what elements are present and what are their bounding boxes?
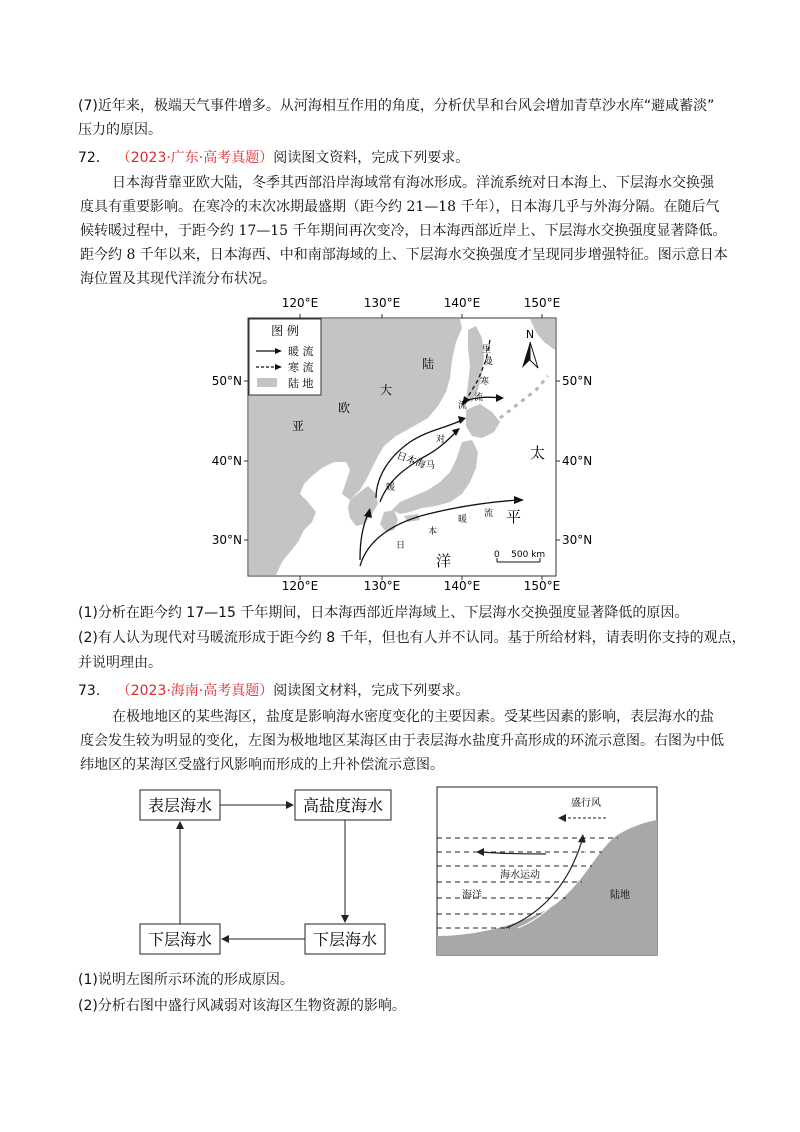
lat-label-left: 30°N: [211, 533, 242, 547]
q71-part7-line1: (7)近年来，极端天气事件增多。从河海相互作用的角度，分析伏旱和台风会增加青草沙水库“避咸蓄淡”: [78, 98, 715, 114]
arrowhead: [341, 915, 349, 923]
legend-cold-label: 寒 流: [288, 361, 314, 374]
q71-part7-line2: 压力的原因。: [78, 122, 162, 138]
kuroshio-label: 暖: [458, 515, 468, 525]
wind-label: 盛行风: [571, 798, 601, 809]
land-label: 大: [380, 383, 393, 397]
q73-source: （2023·海南·高考真题）: [116, 683, 274, 699]
scale-label: 0 500 km: [494, 550, 546, 560]
arrowhead: [221, 935, 229, 943]
lat-label-right: 30°N: [562, 533, 593, 547]
q72-question-2-cont: 并说明理由。: [78, 655, 162, 671]
upwelling-diagram: [436, 786, 658, 956]
land-label: 欧: [338, 401, 351, 415]
q72-paragraph-line: 海位置及其现代洋流分布状况。: [80, 271, 276, 287]
lon-label-top: 150°E: [523, 296, 561, 310]
lon-label-bottom: 150°E: [523, 579, 561, 593]
q72-paragraph-line: 距今约 8 千年以来，日本海西、中和南部海域的上、下层海水交换强度才呈现同步增强特征。图示意日本: [80, 247, 728, 263]
q72-number: 72.: [78, 150, 101, 166]
q72-source: （2023·广东·高考真题）: [116, 150, 274, 166]
liman-label: 曼: [484, 357, 494, 367]
tsushima-label: 对: [436, 435, 446, 445]
q73-paragraph-line: 纬地区的某海区受盛行风影响而形成的上升补偿流示意图。: [80, 757, 444, 773]
lat-label-right: 50°N: [562, 374, 593, 388]
japan-sea-map: [200, 290, 593, 600]
q72-paragraph-line: 日本海背靠亚欧大陆，冬季其西部沿岸海域常有海冰形成。洋流系统对日本海上、下层海水交换强: [112, 175, 714, 191]
legend-warm-label: 暖 流: [288, 345, 314, 358]
q73-question-1: (1)说明左图所示环流的形成原因。: [78, 972, 294, 988]
q73-paragraph-line: 在极地地区的某些海区，盐度是影响海水密度变化的主要因素。受某些因素的影响，表层海水的盐: [112, 709, 714, 725]
arrowhead: [286, 801, 294, 809]
box-high-salinity-label: 高盐度海水: [302, 796, 384, 815]
q73-number: 73.: [78, 683, 101, 699]
land-label: 亚: [292, 419, 305, 433]
legend-land-label: 陆 地: [288, 377, 314, 390]
ocean-label: 海洋: [462, 890, 482, 901]
lon-label-top: 130°E: [363, 296, 401, 310]
liman-label: 流: [474, 393, 484, 403]
lon-label-top: 120°E: [281, 296, 319, 310]
lat-label-left: 40°N: [211, 454, 242, 468]
ocean-label: 洋: [436, 552, 452, 570]
q72-paragraph-line: 候转暖过程中，于距今约 17—15 千年期间再次变冷，日本海西部近岸上、下层海水交换强度显著降低。: [80, 223, 727, 239]
land-label: 陆: [422, 357, 435, 371]
q72-header: [78, 148, 469, 168]
lon-label-bottom: 140°E: [443, 579, 481, 593]
box-deep-water-left-label: 下层海水: [147, 930, 213, 949]
ocean-label: 太: [530, 444, 546, 462]
q73-header: [78, 681, 469, 701]
lon-label-bottom: 130°E: [363, 579, 401, 593]
q73-prompt: 阅读图文材料，完成下列要求。: [273, 683, 470, 699]
q73-paragraph-line: 度会发生较为明显的变化，左图为极地地区某海区由于表层海水盐度升高形成的环流示意图。右图为中低: [80, 733, 724, 749]
salinity-circulation-diagram: [130, 782, 410, 962]
box-deep-water-right-label: 下层海水: [312, 930, 378, 949]
legend-land-swatch: [257, 378, 277, 387]
box-surface-water-label: 表层海水: [147, 796, 213, 815]
north-label: N: [525, 328, 535, 341]
kuroshio-label: 本: [428, 527, 438, 537]
lat-label-left: 50°N: [211, 374, 242, 388]
q72-prompt: 阅读图文资料，完成下列要求。: [273, 150, 470, 166]
tsushima-label: 马: [426, 461, 436, 471]
sea-name: 日本海: [394, 450, 427, 472]
tsushima-label: 暖: [386, 483, 396, 493]
q72-question-1: (1)分析在距今约 17—15 千年期间，日本海西部近岸海域上、下层海水交换强度显著降低的原因。: [78, 605, 689, 621]
lat-label-right: 40°N: [562, 454, 593, 468]
q72-paragraph-line: 度具有重要影响。在寒冷的末次冰期最盛期（距今约 21—18 千年），日本海几乎与外海分隔。在随后气: [80, 199, 720, 215]
arrowhead: [176, 821, 184, 829]
lon-label-top: 140°E: [443, 296, 481, 310]
sea-motion-label: 海水运动: [500, 870, 540, 881]
lon-label-bottom: 120°E: [281, 579, 319, 593]
q73-question-2: (2)分析右图中盛行风减弱对该海区生物资源的影响。: [78, 998, 406, 1014]
tsushima-label: 流: [458, 401, 468, 411]
kuroshio-label: 流: [484, 509, 494, 519]
land-label: 陆地: [610, 890, 630, 901]
q72-question-2: (2)有人认为现代对马暖流形成于距今约 8 千年，但也有人并不认同。基于所给材料，请表明你支持的观点，: [78, 630, 746, 646]
kuroshio-label: 日: [396, 541, 406, 551]
liman-label: 寒: [480, 377, 490, 387]
ocean-label: 平: [506, 508, 522, 526]
legend-title: 图 例: [271, 324, 299, 338]
liman-label: 里: [482, 345, 492, 355]
